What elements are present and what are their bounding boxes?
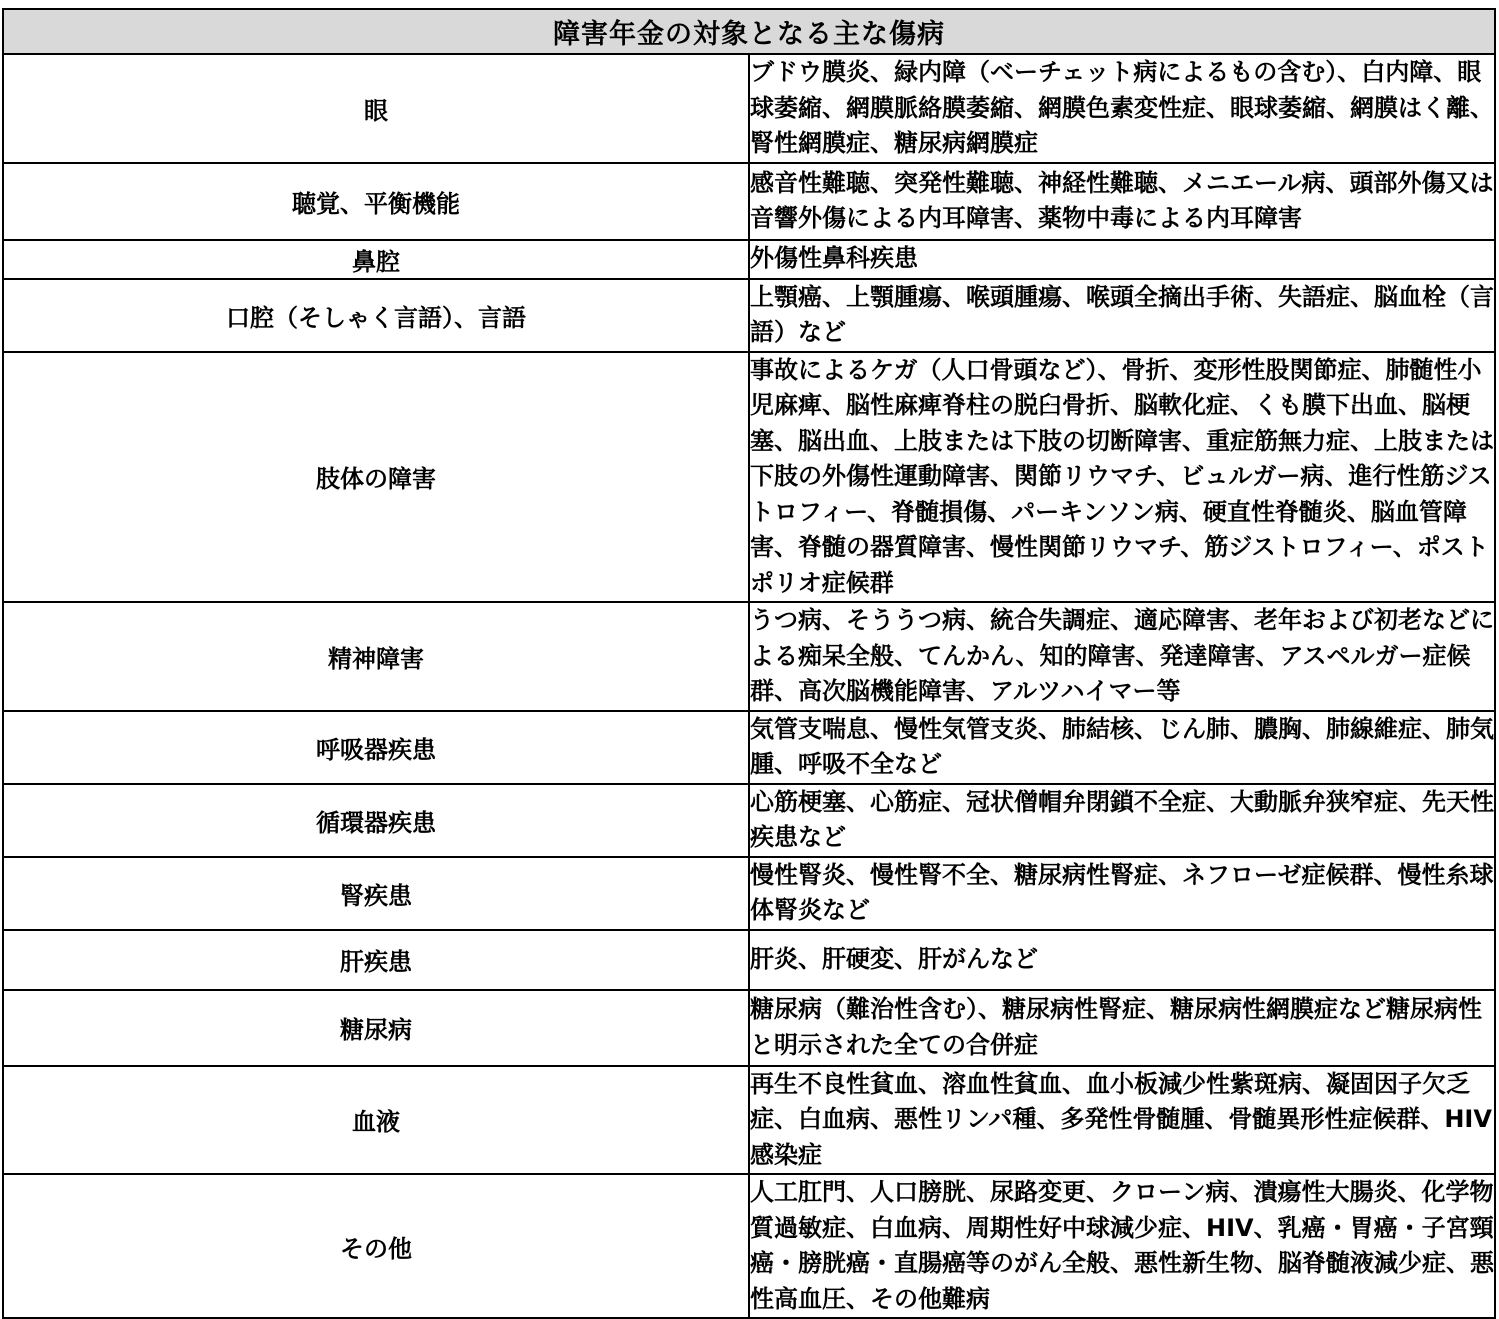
diseases-cell: うつ病、そううつ病、統合失調症、適応障害、老年および初老などによる痴呆全般、てんかん、知的障害、発達障害、アスペルガー症候群、高次脳機能障害、アルツハイマー等 bbox=[749, 602, 1495, 711]
category-cell: 精神障害 bbox=[3, 602, 749, 711]
category-cell: 口腔（そしゃく言語）、言語 bbox=[3, 279, 749, 352]
diseases-cell: 再生不良性貧血、溶血性貧血、血小板減少性紫斑病、凝固因子欠乏症、白血病、悪性リンパ種、多発性骨髄腫、骨髄異形性症候群、HIV感染症 bbox=[749, 1066, 1495, 1175]
category-cell: 血液 bbox=[3, 1066, 749, 1175]
category-cell: 循環器疾患 bbox=[3, 784, 749, 857]
diseases-cell: 慢性腎炎、慢性腎不全、糖尿病性腎症、ネフローゼ症候群、慢性糸球体腎炎など bbox=[749, 857, 1495, 930]
table-row bbox=[3, 1174, 1495, 1318]
category-cell: 呼吸器疾患 bbox=[3, 711, 749, 784]
diseases-cell: 人工肛門、人口膀胱、尿路変更、クローン病、潰瘍性大腸炎、化学物質過敏症、白血病、周期性好中球減少症、HIV、乳癌・胃癌・子宮頸癌・膀胱癌・直腸癌等のがん全般、悪性新生物、脳脊髄液減少症、悪性高血圧、その他難病 bbox=[749, 1174, 1495, 1318]
table-row bbox=[3, 54, 1495, 163]
diseases-cell: 外傷性鼻科疾患 bbox=[749, 240, 1495, 279]
diseases-cell: 気管支喘息、慢性気管支炎、肺結核、じん肺、膿胸、肺線維症、肺気腫、呼吸不全など bbox=[749, 711, 1495, 784]
category-cell: 聴覚、平衡機能 bbox=[3, 163, 749, 240]
diseases-cell: ブドウ膜炎、緑内障（ベーチェット病によるもの含む）、白内障、眼球萎縮、網膜脈絡膜萎縮、網膜色素変性症、眼球萎縮、網膜はく離、腎性網膜症、糖尿病網膜症 bbox=[749, 54, 1495, 163]
table-row bbox=[3, 352, 1495, 603]
category-cell: 肝疾患 bbox=[3, 930, 749, 990]
table-row bbox=[3, 711, 1495, 784]
category-cell: 腎疾患 bbox=[3, 857, 749, 930]
table-row bbox=[3, 1066, 1495, 1175]
table-row bbox=[3, 990, 1495, 1066]
diseases-cell: 糖尿病（難治性含む）、糖尿病性腎症、糖尿病性網膜症など糖尿病性と明示された全ての合併症 bbox=[749, 990, 1495, 1066]
title-row bbox=[3, 9, 1495, 54]
table-row bbox=[3, 279, 1495, 352]
category-cell: 糖尿病 bbox=[3, 990, 749, 1066]
table-title: 障害年金の対象となる主な傷病 bbox=[3, 9, 1495, 54]
category-cell: 鼻腔 bbox=[3, 240, 749, 279]
table-row bbox=[3, 602, 1495, 711]
category-cell: 肢体の障害 bbox=[3, 352, 749, 603]
diseases-cell: 事故によるケガ（人口骨頭など）、骨折、変形性股関節症、肺髄性小児麻痺、脳性麻痺脊柱の脱臼骨折、脳軟化症、くも膜下出血、脳梗塞、脳出血、上肢または下肢の切断障害、重症筋無力症、上肢または下肢の外傷性運動障害、関節リウマチ、ビュルガー病、進行性筋ジストロフィー、脊髄損傷、パーキンソン病、硬直性脊髄炎、脳血管障害、脊髄の器質障害、慢性関節リウマチ、筋ジストロフィー、ポストポリオ症候群 bbox=[749, 352, 1495, 603]
diseases-cell: 上顎癌、上顎腫瘍、喉頭腫瘍、喉頭全摘出手術、失語症、脳血栓（言語）など bbox=[749, 279, 1495, 352]
diseases-cell: 心筋梗塞、心筋症、冠状僧帽弁閉鎖不全症、大動脈弁狭窄症、先天性疾患など bbox=[749, 784, 1495, 857]
category-cell: その他 bbox=[3, 1174, 749, 1318]
table-row bbox=[3, 240, 1495, 279]
table-row bbox=[3, 163, 1495, 240]
diseases-cell: 肝炎、肝硬変、肝がんなど bbox=[749, 930, 1495, 990]
diseases-cell: 感音性難聴、突発性難聴、神経性難聴、メニエール病、頭部外傷又は音響外傷による内耳障害、薬物中毒による内耳障害 bbox=[749, 163, 1495, 240]
table-row bbox=[3, 784, 1495, 857]
category-cell: 眼 bbox=[3, 54, 749, 163]
table-row bbox=[3, 930, 1495, 990]
disease-table bbox=[2, 8, 1496, 1319]
table-row bbox=[3, 857, 1495, 930]
